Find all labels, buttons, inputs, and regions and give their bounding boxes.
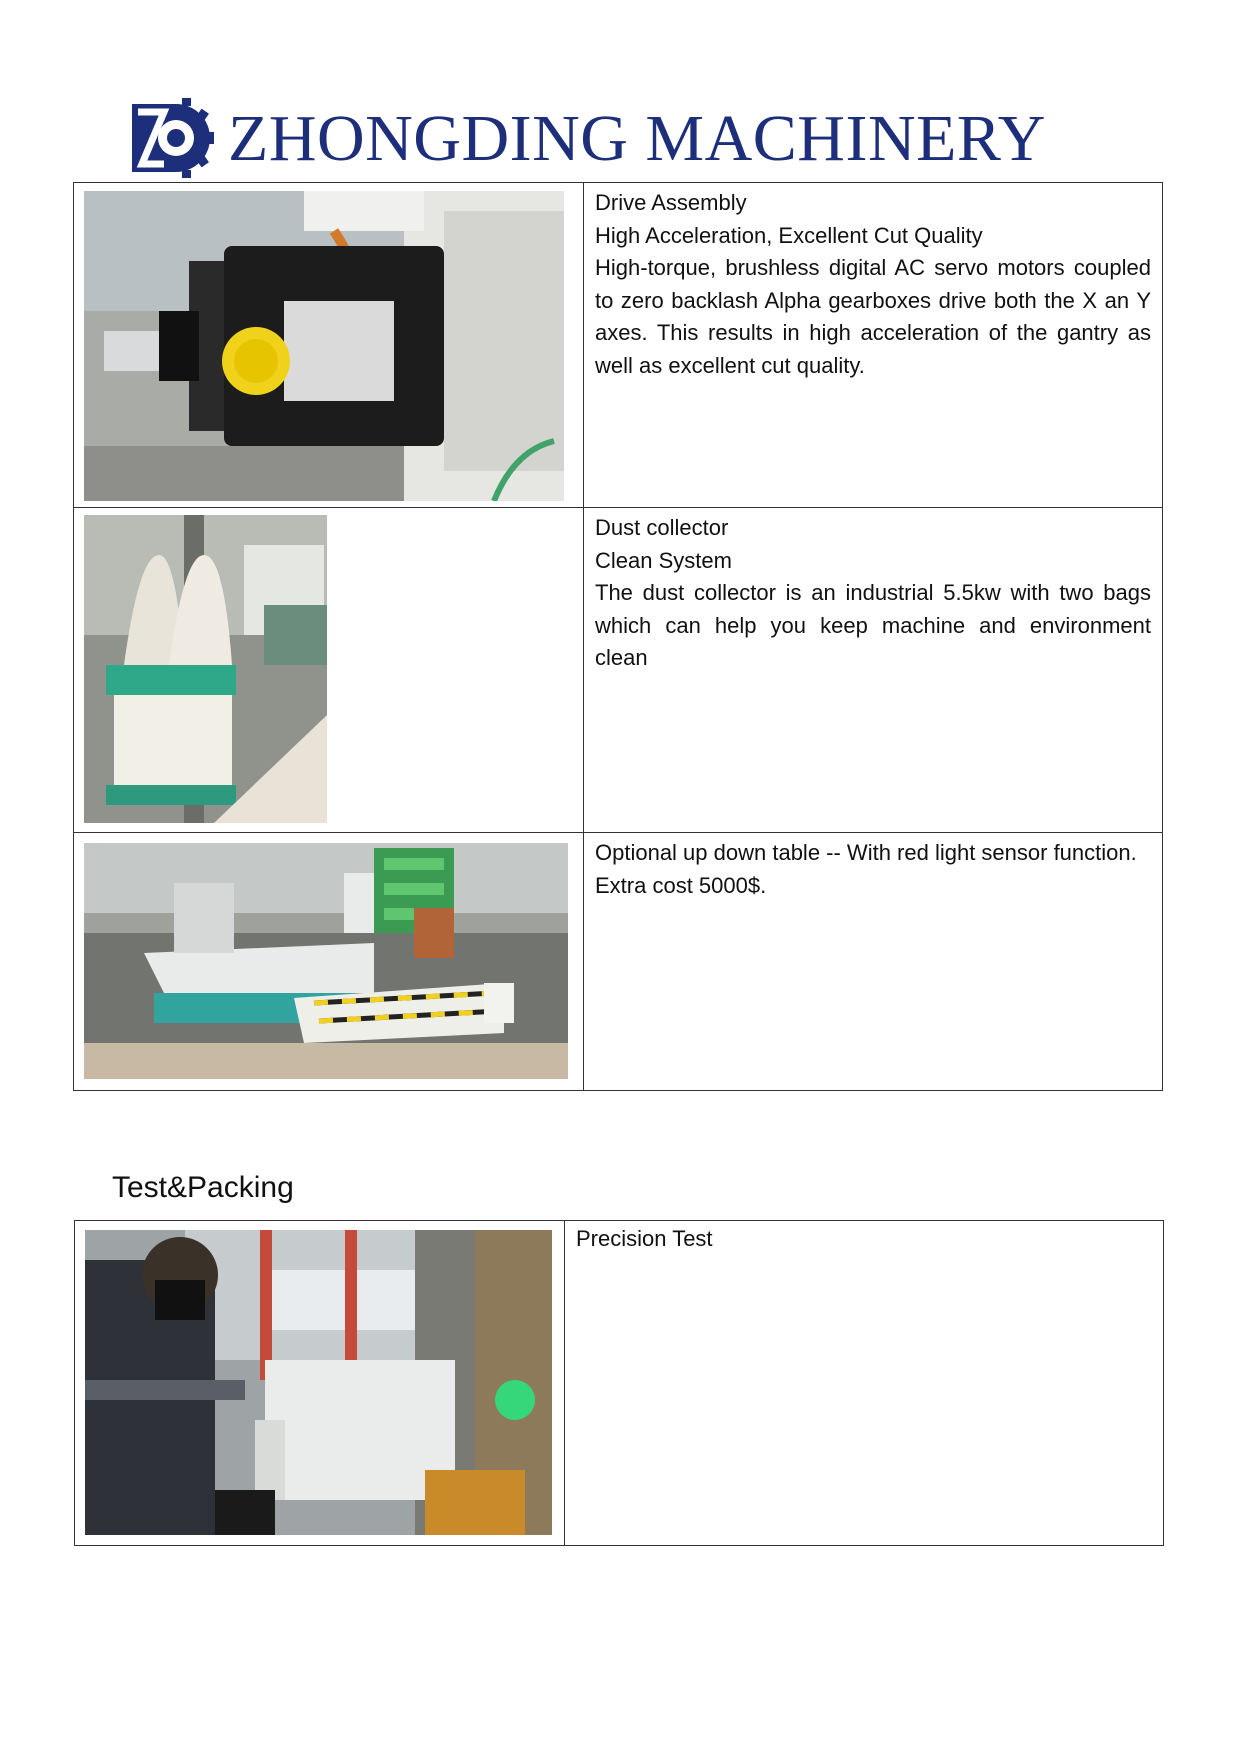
image-cell — [74, 833, 584, 1091]
feature-extra-cost: Extra cost 5000$. — [595, 872, 767, 898]
text-cell — [584, 183, 1163, 508]
feature-description: The dust collector is an industrial 5.5kw with two bags which can help you keep machine and environment clean — [595, 580, 1151, 670]
test-table — [74, 1220, 1164, 1546]
test-item-title: Precision Test — [576, 1226, 713, 1251]
up-down-table-photo — [84, 843, 568, 1079]
image-cell — [74, 508, 584, 833]
zd-gear-logo-icon — [124, 98, 224, 178]
text-cell — [584, 833, 1163, 1091]
section-heading: Test&Packing — [112, 1171, 294, 1204]
table-row — [74, 833, 1163, 1091]
table-row — [75, 1221, 1164, 1546]
servo-motor-photo — [84, 191, 564, 501]
brand-header — [124, 96, 1124, 180]
brand-name: ZHONGDING MACHINERY — [228, 102, 1046, 175]
text-cell — [565, 1221, 1164, 1546]
image-cell — [75, 1221, 565, 1546]
table-row — [74, 183, 1163, 508]
image-cell — [74, 183, 584, 508]
feature-description: High-torque, brushless digital AC servo motors coupled to zero backlash Alpha gearboxes drive both the X an Y axes. This results in high acceleration of the gantry as well as excellent cut quality. — [595, 255, 1151, 378]
feature-description: Optional up down table -- With red light sensor function. — [595, 840, 1137, 865]
feature-subtitle: High Acceleration, Excellent Cut Quality — [595, 222, 983, 248]
dust-collector-photo — [84, 515, 327, 823]
text-cell — [584, 508, 1163, 833]
feature-title: Dust collector — [595, 515, 729, 540]
precision-test-photo — [85, 1230, 552, 1535]
feature-title: Drive Assembly — [595, 190, 747, 215]
feature-table — [73, 182, 1163, 1091]
feature-subtitle: Clean System — [595, 547, 732, 573]
table-row — [74, 508, 1163, 833]
